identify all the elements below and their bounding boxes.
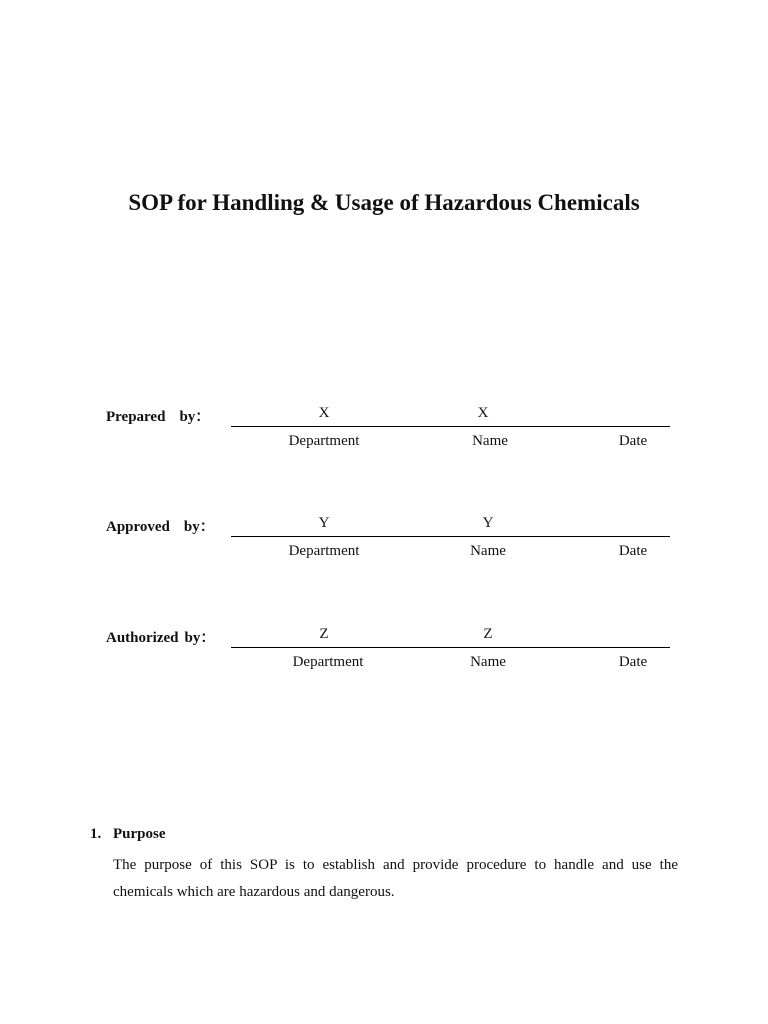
name-value: Z [483, 626, 493, 642]
signature-line [231, 647, 670, 648]
signature-line [231, 536, 670, 537]
department-value: Z [319, 626, 329, 642]
signature-label [106, 515, 215, 536]
name-value: Y [482, 515, 494, 531]
signature-by: by： [184, 630, 216, 646]
section-title: Purpose [113, 826, 166, 842]
signature-role: Prepared [106, 409, 166, 425]
section-number: 1. [90, 826, 102, 842]
signature-by: by： [179, 409, 211, 425]
department-caption: Department [292, 654, 364, 670]
signature-line [231, 426, 670, 427]
signature-block-prepared [0, 405, 768, 465]
signature-block-approved [0, 515, 768, 575]
department-caption: Department [288, 433, 360, 449]
signature-role: Approved [106, 519, 170, 535]
date-caption: Date [618, 543, 648, 559]
name-caption: Name [470, 543, 506, 559]
department-value: Y [318, 515, 330, 531]
name-caption: Name [472, 433, 508, 449]
name-value: X [477, 405, 489, 421]
date-caption: Date [618, 654, 648, 670]
signature-by: by： [183, 519, 215, 535]
document-title: SOP for Handling & Usage of Hazardous Chemicals [128, 190, 640, 215]
signature-role: Authorized [106, 630, 179, 646]
date-caption: Date [618, 433, 648, 449]
signature-label [106, 626, 215, 647]
name-caption: Name [470, 654, 506, 670]
department-value: X [318, 405, 330, 421]
department-caption: Department [288, 543, 360, 559]
signature-block-authorized [0, 626, 768, 686]
section-heading [90, 826, 678, 846]
signature-label [106, 405, 210, 426]
section-body: The purpose of this SOP is to establish and provide procedure to handle and use the chemicals which are hazardous and dangerous. [113, 857, 678, 900]
section-purpose [90, 826, 678, 906]
